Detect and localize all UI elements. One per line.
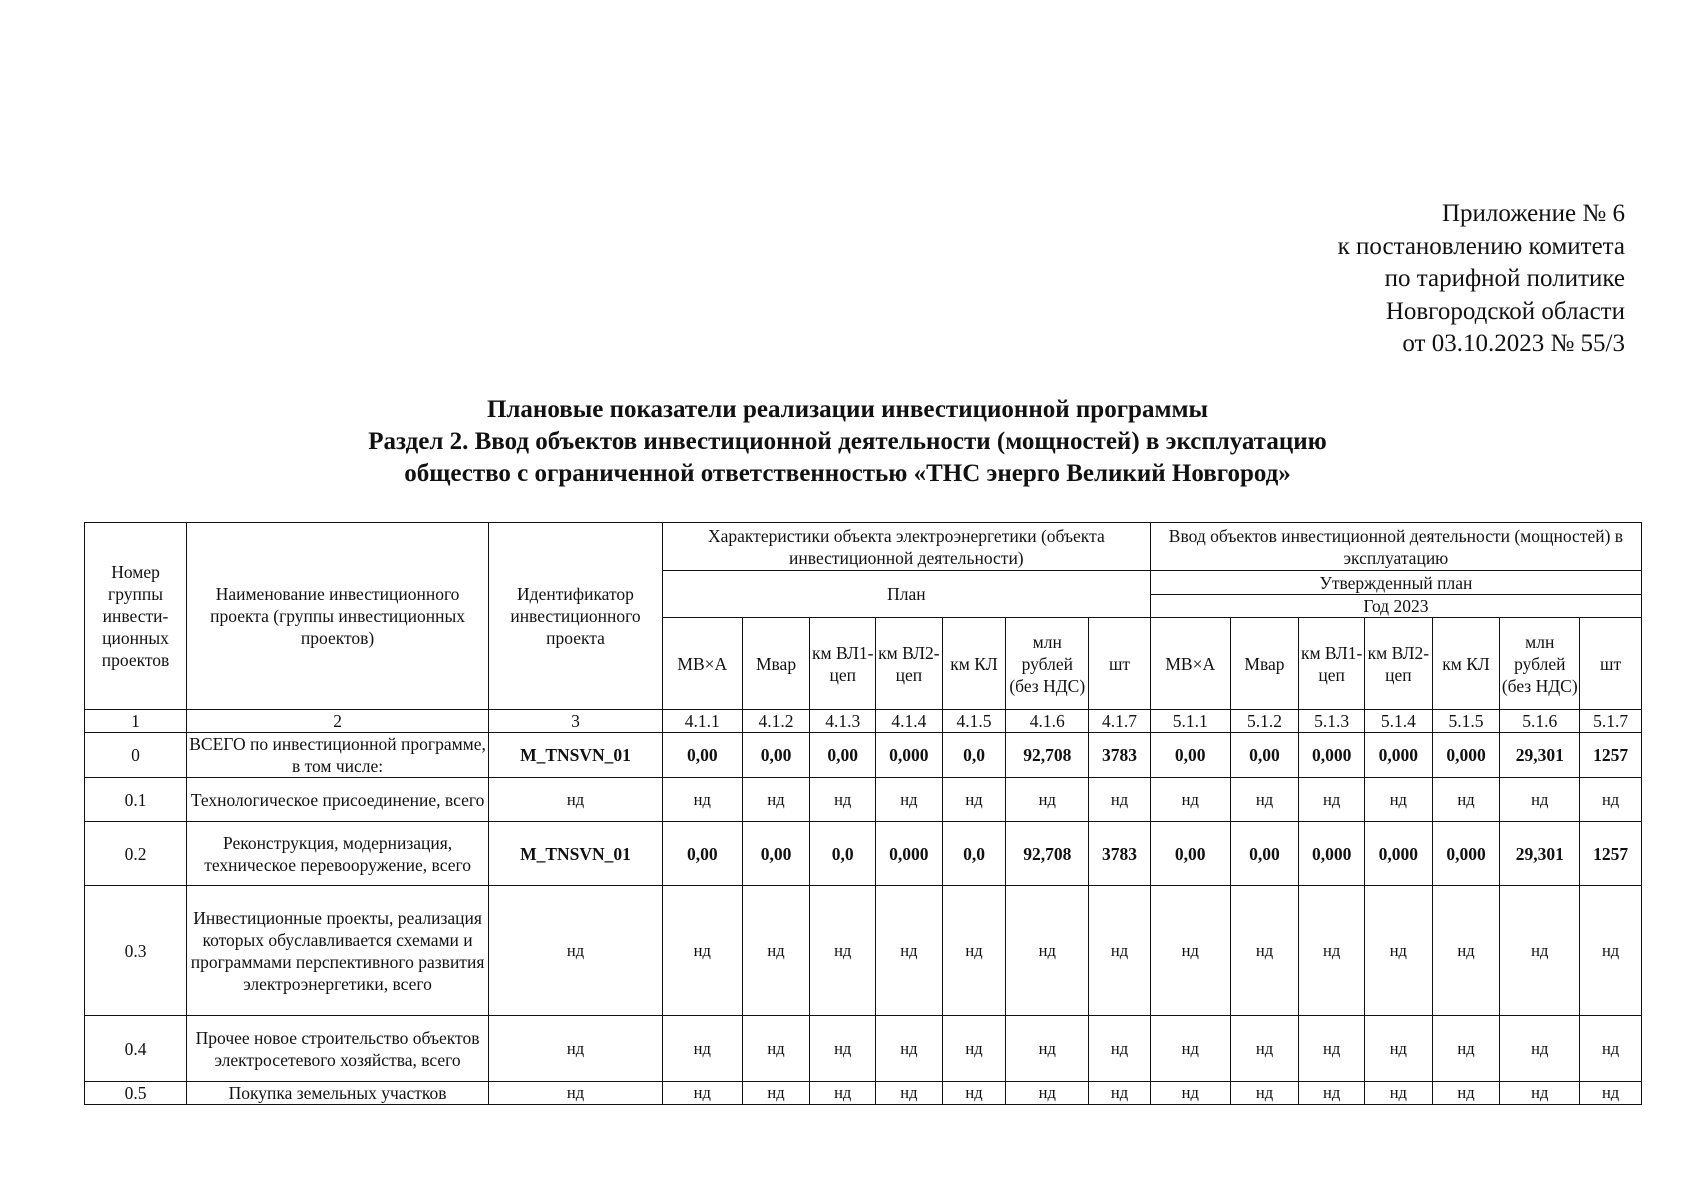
table-row xyxy=(85,733,1642,778)
row-value: 0,00 xyxy=(1230,822,1299,886)
unit-header-plan: МВ×А xyxy=(662,618,742,710)
row-value: 1257 xyxy=(1580,733,1642,778)
row-identifier: нд xyxy=(489,1016,663,1082)
row-project-name: ВСЕГО по инвестиционной программе, в том числе: xyxy=(187,733,489,778)
row-value: нд xyxy=(1089,886,1151,1016)
table-row xyxy=(85,886,1642,1016)
column-number: 4.1.4 xyxy=(876,710,943,733)
row-value: нд xyxy=(876,1082,943,1105)
row-project-name: Инвестиционные проекты, реализация которых обуславливается схемами и программами перспективного развития электроэнергетики, всего xyxy=(187,886,489,1016)
row-value: 0,00 xyxy=(742,822,810,886)
row-value: нд xyxy=(1230,886,1299,1016)
row-value: 0,000 xyxy=(1364,733,1432,778)
row-value: нд xyxy=(1580,1082,1642,1105)
appendix-block xyxy=(1338,198,1625,361)
row-value: нд xyxy=(1299,1016,1365,1082)
unit-header-approved: млн рублей (без НДС) xyxy=(1500,618,1580,710)
row-number: 0.4 xyxy=(85,1016,187,1082)
column-number: 5.1.3 xyxy=(1299,710,1365,733)
row-value: нд xyxy=(876,1016,943,1082)
row-value: нд xyxy=(1150,886,1230,1016)
row-value: нд xyxy=(662,886,742,1016)
column-number: 5.1.4 xyxy=(1364,710,1432,733)
row-value: нд xyxy=(1230,778,1299,822)
title-line: общество с ограниченной ответственностью «ТНС энерго Великий Новгород» xyxy=(404,460,1291,487)
row-value: нд xyxy=(1364,1082,1432,1105)
row-value: нд xyxy=(662,1082,742,1105)
row-value: нд xyxy=(742,1016,810,1082)
row-value: нд xyxy=(1500,1016,1580,1082)
row-value: 92,708 xyxy=(1006,822,1089,886)
row-value: нд xyxy=(1006,778,1089,822)
row-value: нд xyxy=(742,886,810,1016)
row-value: 0,000 xyxy=(1299,822,1365,886)
row-value: нд xyxy=(810,1016,876,1082)
column-number: 1 xyxy=(85,710,187,733)
row-value: нд xyxy=(742,1082,810,1105)
row-value: 0,00 xyxy=(742,733,810,778)
row-value: 0,00 xyxy=(1150,733,1230,778)
row-value: нд xyxy=(1150,1082,1230,1105)
column-number: 3 xyxy=(489,710,663,733)
row-value: нд xyxy=(1432,1082,1500,1105)
row-number: 0.2 xyxy=(85,822,187,886)
unit-header-plan: км ВЛ1-цеп xyxy=(810,618,876,710)
header-plan: План xyxy=(662,571,1150,618)
appendix-line: Новгородской области xyxy=(1385,297,1625,325)
row-identifier: M_TNSVN_01 xyxy=(489,822,663,886)
document-title xyxy=(0,394,1695,490)
row-value: 0,0 xyxy=(810,822,876,886)
column-number: 4.1.3 xyxy=(810,710,876,733)
row-identifier: M_TNSVN_01 xyxy=(489,733,663,778)
row-number: 0 xyxy=(85,733,187,778)
title-line: Плановые показатели реализации инвестиционной программы xyxy=(486,396,1209,423)
row-project-name: Покупка земельных участков xyxy=(187,1082,489,1105)
row-value: нд xyxy=(810,778,876,822)
row-value: нд xyxy=(876,886,943,1016)
title-line: Раздел 2. Ввод объектов инвестиционной деятельности (мощностей) в эксплуатацию xyxy=(368,428,1327,455)
row-value: нд xyxy=(1580,1016,1642,1082)
appendix-line: Приложение № 6 xyxy=(1441,200,1625,227)
row-number: 0.5 xyxy=(85,1082,187,1105)
row-value: 92,708 xyxy=(1006,733,1089,778)
column-number: 4.1.1 xyxy=(662,710,742,733)
unit-header-plan: км ВЛ2-цеп xyxy=(876,618,943,710)
appendix-line: по тарифной политике xyxy=(1384,265,1625,292)
row-value: 29,301 xyxy=(1500,733,1580,778)
row-value: нд xyxy=(1364,778,1432,822)
unit-header-approved: км ВЛ2-цеп xyxy=(1364,618,1432,710)
table-row xyxy=(85,1082,1642,1105)
unit-header-plan: шт xyxy=(1089,618,1151,710)
unit-header-approved: км ВЛ1-цеп xyxy=(1299,618,1365,710)
column-number: 4.1.5 xyxy=(942,710,1006,733)
row-value: нд xyxy=(810,1082,876,1105)
row-value: 0,000 xyxy=(876,822,943,886)
row-value: нд xyxy=(942,1016,1006,1082)
row-value: нд xyxy=(1089,1016,1151,1082)
row-value: нд xyxy=(1432,1016,1500,1082)
row-value: 0,00 xyxy=(810,733,876,778)
row-value: нд xyxy=(1150,778,1230,822)
row-value: 0,00 xyxy=(1230,733,1299,778)
row-value: нд xyxy=(1006,1016,1089,1082)
row-value: 0,000 xyxy=(876,733,943,778)
row-value: 1257 xyxy=(1580,822,1642,886)
row-value: нд xyxy=(876,778,943,822)
row-value: нд xyxy=(1580,778,1642,822)
unit-header-approved: шт xyxy=(1580,618,1642,710)
column-number: 5.1.2 xyxy=(1230,710,1299,733)
row-value: нд xyxy=(1150,1016,1230,1082)
row-value: нд xyxy=(1006,886,1089,1016)
row-value: нд xyxy=(662,778,742,822)
table-row xyxy=(85,1016,1642,1082)
header-identifier: Идентификатор инвестиционного проекта xyxy=(489,523,663,710)
column-number: 5.1.6 xyxy=(1500,710,1580,733)
row-project-name: Прочее новое строительство объектов электросетевого хозяйства, всего xyxy=(187,1016,489,1082)
row-value: нд xyxy=(1299,886,1365,1016)
row-identifier: нд xyxy=(489,778,663,822)
row-value: 0,000 xyxy=(1299,733,1365,778)
row-value: 0,0 xyxy=(942,733,1006,778)
row-value: нд xyxy=(1089,1082,1151,1105)
row-value: 3783 xyxy=(1089,733,1151,778)
row-value: нд xyxy=(1006,1082,1089,1105)
column-number: 4.1.7 xyxy=(1089,710,1151,733)
row-value: нд xyxy=(810,886,876,1016)
row-project-name: Реконструкция, модернизация, техническое перевооружение, всего xyxy=(187,822,489,886)
header-approved-plan: Утвержденный план xyxy=(1150,571,1641,595)
unit-header-plan: Мвар xyxy=(742,618,810,710)
column-number: 4.1.6 xyxy=(1006,710,1089,733)
header-commissioning: Ввод объектов инвестиционной деятельности (мощностей) в эксплуатацию xyxy=(1150,523,1641,571)
row-value: 0,000 xyxy=(1432,733,1500,778)
row-value: 0,000 xyxy=(1364,822,1432,886)
column-number: 5.1.1 xyxy=(1150,710,1230,733)
row-value: нд xyxy=(1299,778,1365,822)
row-value: нд xyxy=(1500,1082,1580,1105)
header-group-number: Номер группы инвести-ционных проектов xyxy=(85,523,187,710)
row-value: 0,00 xyxy=(662,733,742,778)
unit-header-approved: Мвар xyxy=(1230,618,1299,710)
row-value: нд xyxy=(1500,778,1580,822)
row-identifier: нд xyxy=(489,1082,663,1105)
row-identifier: нд xyxy=(489,886,663,1016)
row-number: 0.3 xyxy=(85,886,187,1016)
row-value: нд xyxy=(1500,886,1580,1016)
row-value: нд xyxy=(942,1082,1006,1105)
row-value: 0,00 xyxy=(1150,822,1230,886)
row-value: 3783 xyxy=(1089,822,1151,886)
header-year: Год 2023 xyxy=(1150,595,1641,618)
row-value: нд xyxy=(1230,1016,1299,1082)
row-value: нд xyxy=(1580,886,1642,1016)
header-characteristics: Характеристики объекта электроэнергетики (объекта инвестиционной деятельности) xyxy=(662,523,1150,571)
table-row xyxy=(85,822,1642,886)
row-value: нд xyxy=(1299,1082,1365,1105)
row-value: нд xyxy=(942,886,1006,1016)
column-number: 4.1.2 xyxy=(742,710,810,733)
column-number: 5.1.7 xyxy=(1580,710,1642,733)
row-value: нд xyxy=(662,1016,742,1082)
indicators-table xyxy=(84,522,1642,1105)
table-row xyxy=(85,778,1642,822)
row-value: нд xyxy=(1432,778,1500,822)
row-value: 0,00 xyxy=(662,822,742,886)
column-numbers-row xyxy=(85,710,1642,733)
row-value: нд xyxy=(942,778,1006,822)
row-number: 0.1 xyxy=(85,778,187,822)
header-project-name: Наименование инвестиционного проекта (группы инвестиционных проектов) xyxy=(187,523,489,710)
row-value: 0,0 xyxy=(942,822,1006,886)
row-value: нд xyxy=(1089,778,1151,822)
row-value: нд xyxy=(1432,886,1500,1016)
row-value: 0,000 xyxy=(1432,822,1500,886)
row-value: нд xyxy=(742,778,810,822)
unit-header-plan: млн рублей (без НДС) xyxy=(1006,618,1089,710)
row-value: нд xyxy=(1364,1016,1432,1082)
column-number: 2 xyxy=(187,710,489,733)
column-number: 5.1.5 xyxy=(1432,710,1500,733)
row-value: нд xyxy=(1230,1082,1299,1105)
row-value: нд xyxy=(1364,886,1432,1016)
appendix-line: от 03.10.2023 № 55/3 xyxy=(1402,330,1625,357)
unit-header-plan: км КЛ xyxy=(942,618,1006,710)
row-project-name: Технологическое присоединение, всего xyxy=(187,778,489,822)
unit-header-approved: км КЛ xyxy=(1432,618,1500,710)
unit-header-approved: МВ×А xyxy=(1150,618,1230,710)
row-value: 29,301 xyxy=(1500,822,1580,886)
appendix-line: к постановлению комитета xyxy=(1337,232,1625,260)
